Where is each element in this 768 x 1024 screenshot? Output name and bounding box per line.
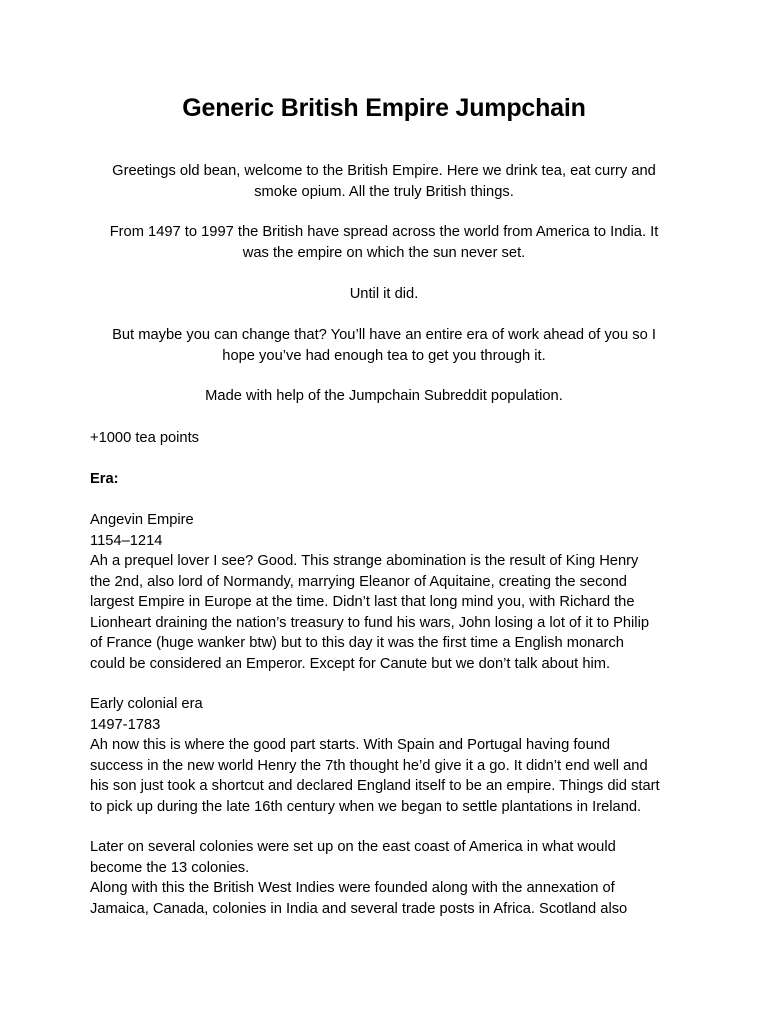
text-line: Lionheart draining the nation’s treasury to fund his wars, John losing a lot of it to Philip: [90, 614, 649, 631]
intro-paragraph-until: [90, 284, 678, 305]
text-line: could be considered an Emperor. Except for Canute but we don’t talk about him.: [90, 655, 611, 672]
text-line: hope you’ve had enough tea to get you through it.: [222, 347, 546, 364]
points-line: [90, 428, 678, 449]
era-section-early-colonial-continued: [90, 837, 678, 919]
text-line: smoke opium. All the truly British things.: [254, 183, 514, 200]
era-section-early-colonial: [90, 694, 678, 817]
text-line: But maybe you can change that? You’ll have an entire era of work ahead of you so I: [112, 327, 656, 343]
era-heading-text: Era:: [90, 471, 119, 487]
text-line: Along with this the British West Indies were founded along with the annexation of: [90, 880, 615, 896]
text-line: of France (huge wanker btw) but to this day it was the first time a English monarch: [90, 635, 624, 651]
text-line: to pick up during the late 16th century when we began to settle plantations in Ireland.: [90, 798, 642, 815]
era-dates: 1497-1783: [90, 716, 161, 733]
text-line: Made with help of the Jumpchain Subreddit population.: [205, 388, 563, 404]
text-line: Later on several colonies were set up on the east coast of America in what would: [90, 839, 616, 855]
text-line: the 2nd, also lord of Normandy, marrying Eleanor of Aquitaine, creating the second: [90, 573, 627, 590]
text-line: Greetings old bean, welcome to the British Empire. Here we drink tea, eat curry and: [112, 163, 656, 179]
era-name: Angevin Empire: [90, 512, 194, 528]
text-line: Jamaica, Canada, colonies in India and several trade posts in Africa. Scotland also: [90, 900, 628, 917]
text-line: his son just took a shortcut and declared England itself to be an empire. Things did start: [90, 778, 660, 794]
text-line: From 1497 to 1997 the British have spread across the world from America to India. It: [109, 224, 659, 240]
era-name: Early colonial era: [90, 696, 203, 712]
intro-paragraph-change: [90, 325, 678, 366]
text-line: largest Empire in Europe at the time. Didn’t last that long mind you, with Richard the: [90, 594, 635, 610]
era-dates: 1154–1214: [90, 532, 163, 549]
intro-paragraph-credits: [90, 386, 678, 407]
document-title: Generic British Empire Jumpchain: [182, 94, 586, 122]
text-line: was the empire on which the sun never set.: [242, 244, 526, 261]
intro-paragraph-greetings: [90, 161, 678, 202]
text-line: Ah a prequel lover I see? Good. This strange abomination is the result of King Henry: [90, 553, 639, 569]
text-line: become the 13 colonies.: [90, 859, 250, 876]
era-section-angevin: [90, 510, 678, 674]
text-line: Ah now this is where the good part starts. With Spain and Portugal having found: [90, 737, 611, 753]
text-line: Until it did.: [349, 286, 419, 302]
era-heading: [90, 469, 678, 490]
text-line: success in the new world Henry the 7th thought he’d give it a go. It didn’t end well and: [90, 757, 648, 774]
points-text: +1000 tea points: [90, 430, 200, 446]
intro-paragraph-history: [90, 222, 678, 263]
